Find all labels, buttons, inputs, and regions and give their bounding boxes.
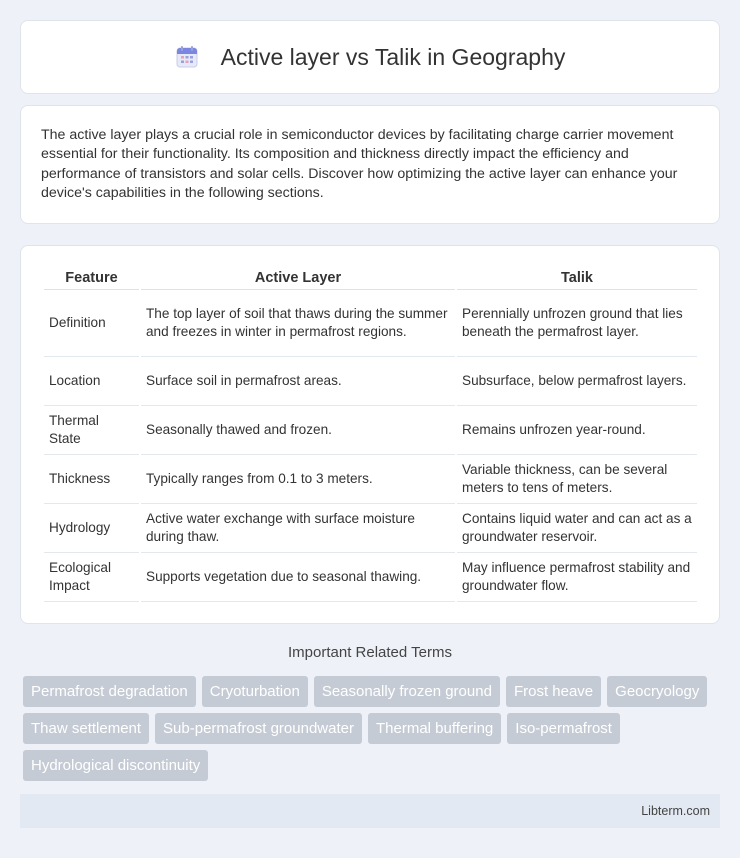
table-header-row [44,266,697,290]
active-layer-cell: Typically ranges from 0.1 to 3 meters. [141,455,455,504]
column-header: Talik [457,266,697,290]
term-tag[interactable]: Iso-permafrost [507,713,620,744]
intro-card [20,105,720,224]
term-tag[interactable]: Thaw settlement [23,713,149,744]
term-tag[interactable]: Geocryology [607,676,707,707]
talik-cell: May influence permafrost stability and groundwater flow. [457,553,697,602]
active-layer-cell: The top layer of soil that thaws during the summer and freezes in winter in permafrost regions. [141,290,455,357]
term-tag[interactable]: Hydrological discontinuity [23,750,208,781]
table-row [44,406,697,455]
talik-cell: Variable thickness, can be several meters to tens of meters. [457,455,697,504]
talik-cell: Remains unfrozen year-round. [457,406,697,455]
feature-cell: Ecological Impact [44,553,139,602]
term-tag[interactable]: Frost heave [506,676,601,707]
talik-cell: Perennially unfrozen ground that lies beneath the permafrost layer. [457,290,697,357]
feature-cell: Thermal State [44,406,139,455]
term-tag[interactable]: Sub-permafrost groundwater [155,713,362,744]
term-tag[interactable]: Cryoturbation [202,676,308,707]
talik-cell: Contains liquid water and can act as a groundwater reservoir. [457,504,697,553]
active-layer-cell: Active water exchange with surface moisture during thaw. [141,504,455,553]
column-header: Active Layer [141,266,455,290]
column-header: Feature [44,266,139,290]
active-layer-cell: Seasonally thawed and frozen. [141,406,455,455]
calendar-icon [175,45,199,69]
table-row [44,504,697,553]
comparison-card [20,245,720,624]
feature-cell: Hydrology [44,504,139,553]
related-terms-list [23,676,723,787]
term-tag[interactable]: Seasonally frozen ground [314,676,500,707]
related-terms-title: Important Related Terms [288,644,452,661]
page-title: Active layer vs Talik in Geography [220,43,566,70]
footer [20,794,720,828]
header-card [20,20,720,94]
talik-cell: Subsurface, below permafrost layers. [457,357,697,406]
active-layer-cell: Surface soil in permafrost areas. [141,357,455,406]
footer-link[interactable]: Libterm.com [641,804,710,818]
table-row [44,553,697,602]
term-tag[interactable]: Thermal buffering [368,713,501,744]
table-row [44,290,697,357]
active-layer-cell: Supports vegetation due to seasonal thawing. [141,553,455,602]
table-row [44,357,697,406]
intro-text: The active layer plays a crucial role in semiconductor devices by facilitating charge carrier movement essential for their functionality. Its composition and thickness directly impact the efficiency and performance of transistors and solar cells. Discover how optimizing the active layer can enhance your device's capabilities in the following sections. [41,127,678,201]
term-tag[interactable]: Permafrost degradation [23,676,196,707]
feature-cell: Thickness [44,455,139,504]
feature-cell: Location [44,357,139,406]
feature-cell: Definition [44,290,139,357]
table-row [44,455,697,504]
comparison-table [42,266,699,602]
